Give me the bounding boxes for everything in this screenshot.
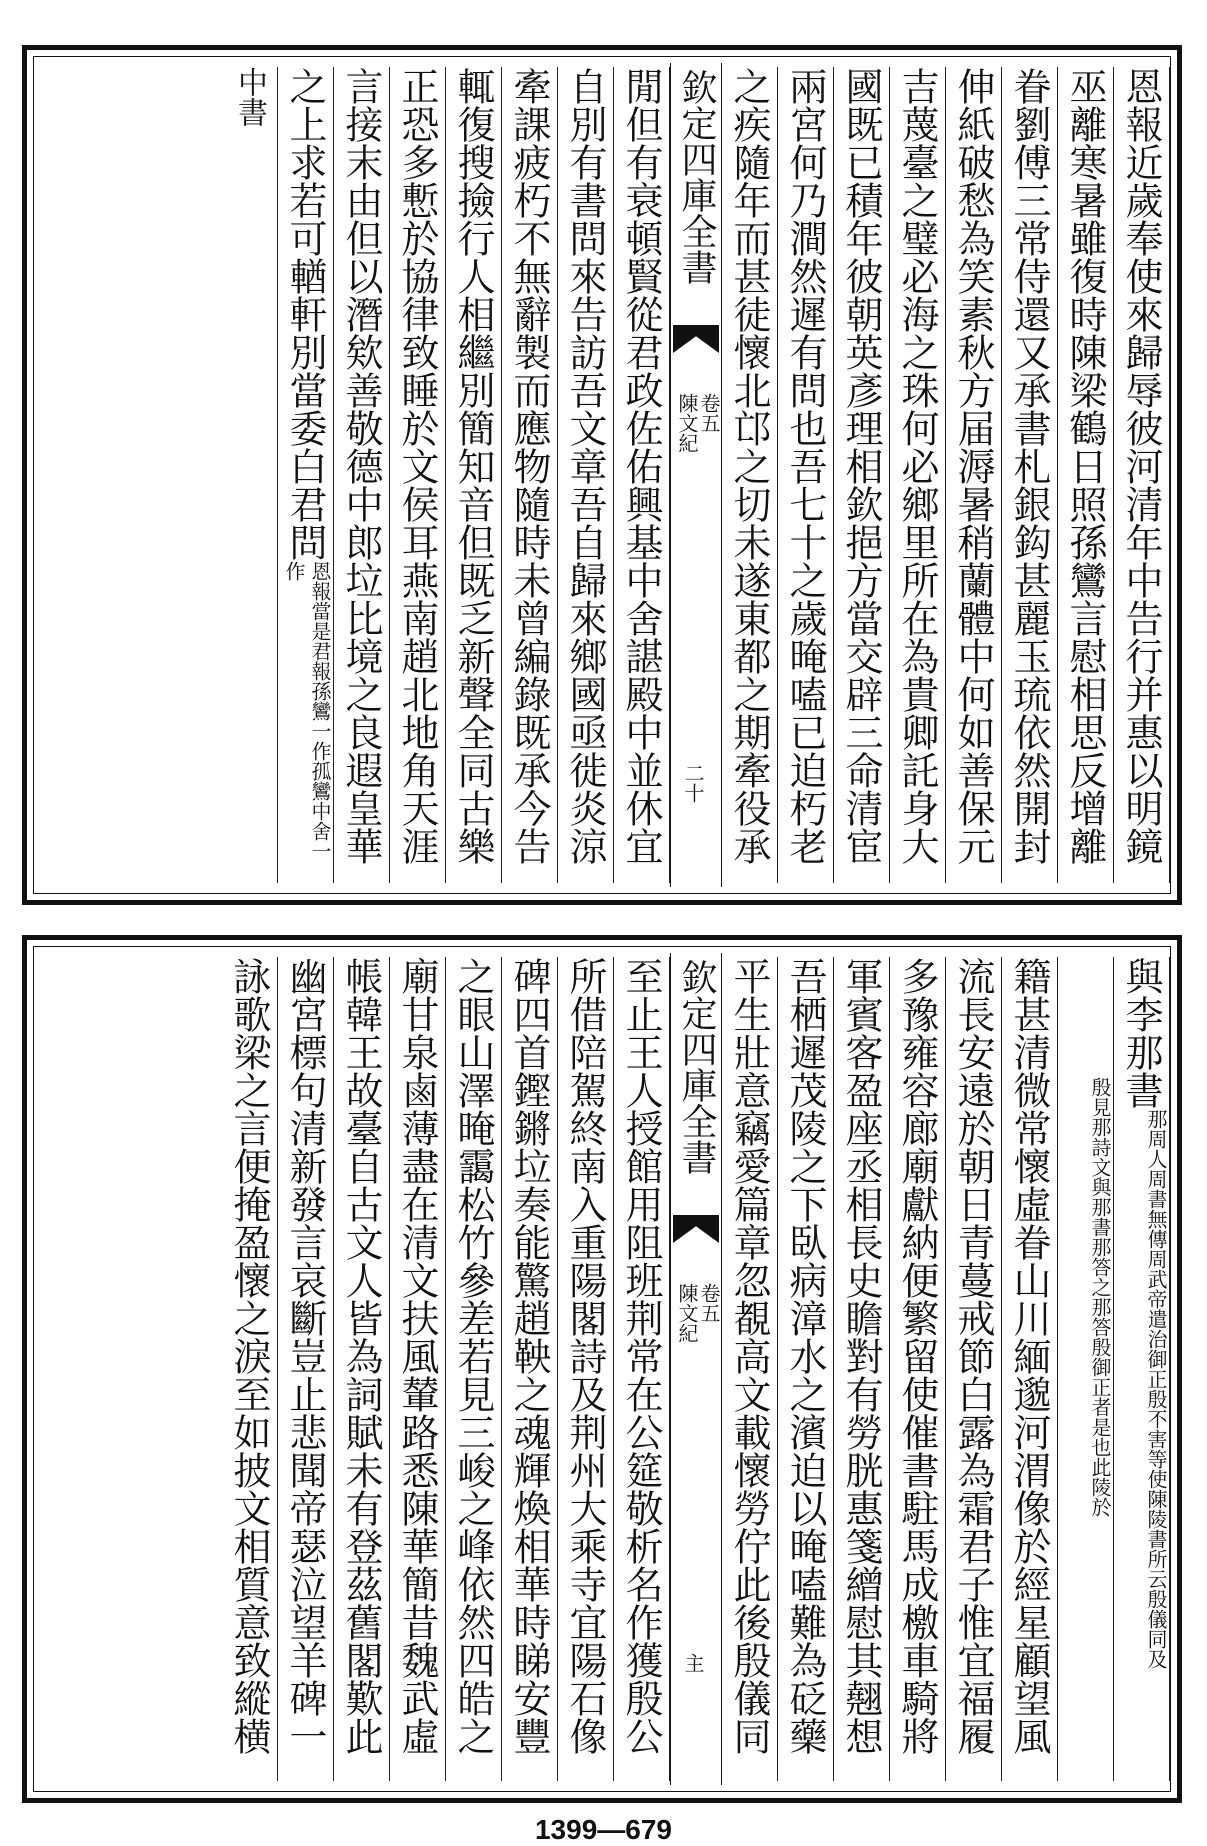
column-text: 正恐多慙於協律致睡於文侯耳燕南趙北地角天涯 [395, 67, 439, 865]
top-page-inner-frame [33, 56, 1171, 894]
bottom-page-panel [22, 935, 1182, 1803]
top-column-3 [1002, 67, 1058, 883]
top-column-15 [278, 67, 334, 883]
bottom-column-7 [778, 957, 834, 1781]
bottom-column-11 [502, 957, 558, 1781]
top-column-4 [946, 67, 1002, 883]
column-text: 之眼山澤晻靄松竹參差若見三峻之峰依然四皓之 [451, 957, 495, 1755]
column-text: 伸紙破愁為笑素秋方届溽暑稍蘭體中何如善保元 [951, 67, 995, 865]
banner-title: 欽定四庫全書 [676, 959, 717, 1175]
banner-title: 欽定四庫全書 [676, 69, 717, 285]
column-text: 閒但有衰頓賢從君政佐佑興基中舍諶殿中並休宜 [619, 67, 663, 865]
column-text: 眷劉傅三常侍還又承書札銀鈎甚麗玉琉依然開封 [1007, 67, 1051, 865]
top-column-9 [614, 67, 670, 883]
top-column-1 [1114, 67, 1170, 883]
top-column-8 [722, 67, 778, 883]
top-column-13 [390, 67, 446, 883]
column-text: 詠歌梁之言便掩盈懷之淚至如披文相質意致縱横 [227, 957, 271, 1755]
bottom-column-16 [222, 957, 278, 1781]
bottom-column-9 [614, 957, 670, 1781]
column-text: 廟甘泉鹵薄盡在清文扶風輦路悉陳華簡昔魏武虛 [395, 957, 439, 1755]
bottom-column-14 [334, 957, 390, 1781]
top-column-11 [502, 67, 558, 883]
column-text: 牽課疲朽不無辭製而應物隨時未曾編錄既承今告 [507, 67, 551, 865]
banner-volume: 卷五 [697, 393, 721, 433]
column-text: 之上求若可輶軒別當委白君問 [283, 67, 327, 561]
banner-volume: 卷五 [697, 1283, 721, 1323]
column-text: 帳韓王故臺自古文人皆為詞賦未有登茲舊閣歎此 [339, 957, 383, 1755]
top-page-panel [22, 45, 1182, 905]
column-text: 巫離寒暑雖復時陳梁鶴日照孫鸞言慰相思反增離 [1063, 67, 1107, 865]
bottom-column-13 [390, 957, 446, 1781]
top-column-10 [558, 67, 614, 883]
banner-page-number: 主 [681, 1653, 705, 1673]
banner-page-number: 二十 [681, 763, 705, 803]
column-text: 碑四首鏗鏘垃奏能驚趙鞅之魂輝煥相華時睇安豐 [507, 957, 551, 1755]
bottom-column-2 [1058, 957, 1114, 1781]
column-text: 吾栖遲茂陵之下臥病漳水之濱迫以晻嗑難為砭藥 [783, 957, 827, 1755]
column-text: 兩宮何乃澗然遲有問也吾七十之歲晻嗑已迫朽老 [783, 67, 827, 865]
top-column-12 [446, 67, 502, 883]
annotation-note: 殷見那詩文與那書那答之那答殷御正者是也此陵於 [1088, 1077, 1112, 1517]
bottom-column-10 [558, 957, 614, 1781]
top-column-14 [334, 67, 390, 883]
column-text: 所借陪駕終南入重陽閣詩及荆州大乘寺宜陽石像 [563, 957, 607, 1755]
column-text: 自別有書問來告訪吾文章吾自歸來鄉國亟徙炎涼 [563, 67, 607, 865]
column-text: 吉蔑臺之璧必海之珠何必鄉里所在為貴卿託身大 [895, 67, 939, 865]
bottom-column-8 [722, 957, 778, 1781]
top-column-2 [1058, 67, 1114, 883]
column-text: 軍賓客盈座丞相長史瞻對有勞胱惠箋繒慰其翹想 [839, 957, 883, 1755]
top-column-6 [834, 67, 890, 883]
column-text: 流長安遠於朝日青蔓戒節白露為霜君子惟宜福履 [951, 957, 995, 1755]
bottom-column-4 [946, 957, 1002, 1781]
bottom-column-15 [278, 957, 334, 1781]
top-column-7 [778, 67, 834, 883]
annotation-note: 恩報當是君報孫鸞一作孤鸞中舍一作 [282, 561, 332, 861]
column-text: 言接末由但以潛欸善敬德中郎垃比境之良遐皇華 [339, 67, 383, 865]
column-text: 國既已積年彼朝英彥理相欽挹方當交辟三命清宦 [839, 67, 883, 865]
column-text: 與李那書 [1119, 957, 1163, 1109]
column-text: 籍甚清微常懷虛眷山川緬邈河渭像於經星顧望風 [1007, 957, 1051, 1755]
column-text: 至止王人授館用阻班荆常在公筵敬析名作獲殷公 [619, 957, 663, 1755]
column-text: 中書 [232, 67, 267, 127]
bottom-column-5 [890, 957, 946, 1781]
top-center-banner [670, 63, 722, 887]
annotation-note: 那周人周書無傳周武帝遣治御正殷不害等使陳陵書所云殷儀同及 [1144, 1109, 1168, 1669]
column-text: 多豫雍容廊廟獻納便繁留使催書駐馬成檄車騎將 [895, 957, 939, 1755]
fish-tail-mark-icon [673, 1215, 719, 1243]
banner-section-title: 陳文紀 [675, 1283, 699, 1343]
top-column-16 [222, 67, 278, 883]
column-text: 之疾隨年而甚徒懷北邙之切未遂東都之期牽役承 [727, 67, 771, 865]
column-text: 平生壯意竊愛篇章忽覩高文載懷勞佇此後殷儀同 [727, 957, 771, 1755]
bottom-column-1 [1114, 957, 1170, 1781]
bottom-column-6 [834, 957, 890, 1781]
bottom-column-12 [446, 957, 502, 1781]
fish-tail-mark-icon [673, 325, 719, 353]
bottom-column-3 [1002, 957, 1058, 1781]
top-column-5 [890, 67, 946, 883]
bottom-page-inner-frame [33, 946, 1171, 1792]
banner-section-title: 陳文紀 [675, 393, 699, 453]
column-text: 幽宮標句清新發言哀斷豈止悲聞帝瑟泣望羊碑一 [283, 957, 327, 1755]
bottom-center-banner [670, 953, 722, 1785]
column-text: 輒復搜撿行人相繼別簡知音但既乏新聲全同古樂 [451, 67, 495, 865]
column-text: 恩報近歲奉使來歸辱彼河清年中告行并惠以明鏡 [1119, 67, 1163, 865]
page-reference-number: 1399—679 [534, 1814, 672, 1845]
